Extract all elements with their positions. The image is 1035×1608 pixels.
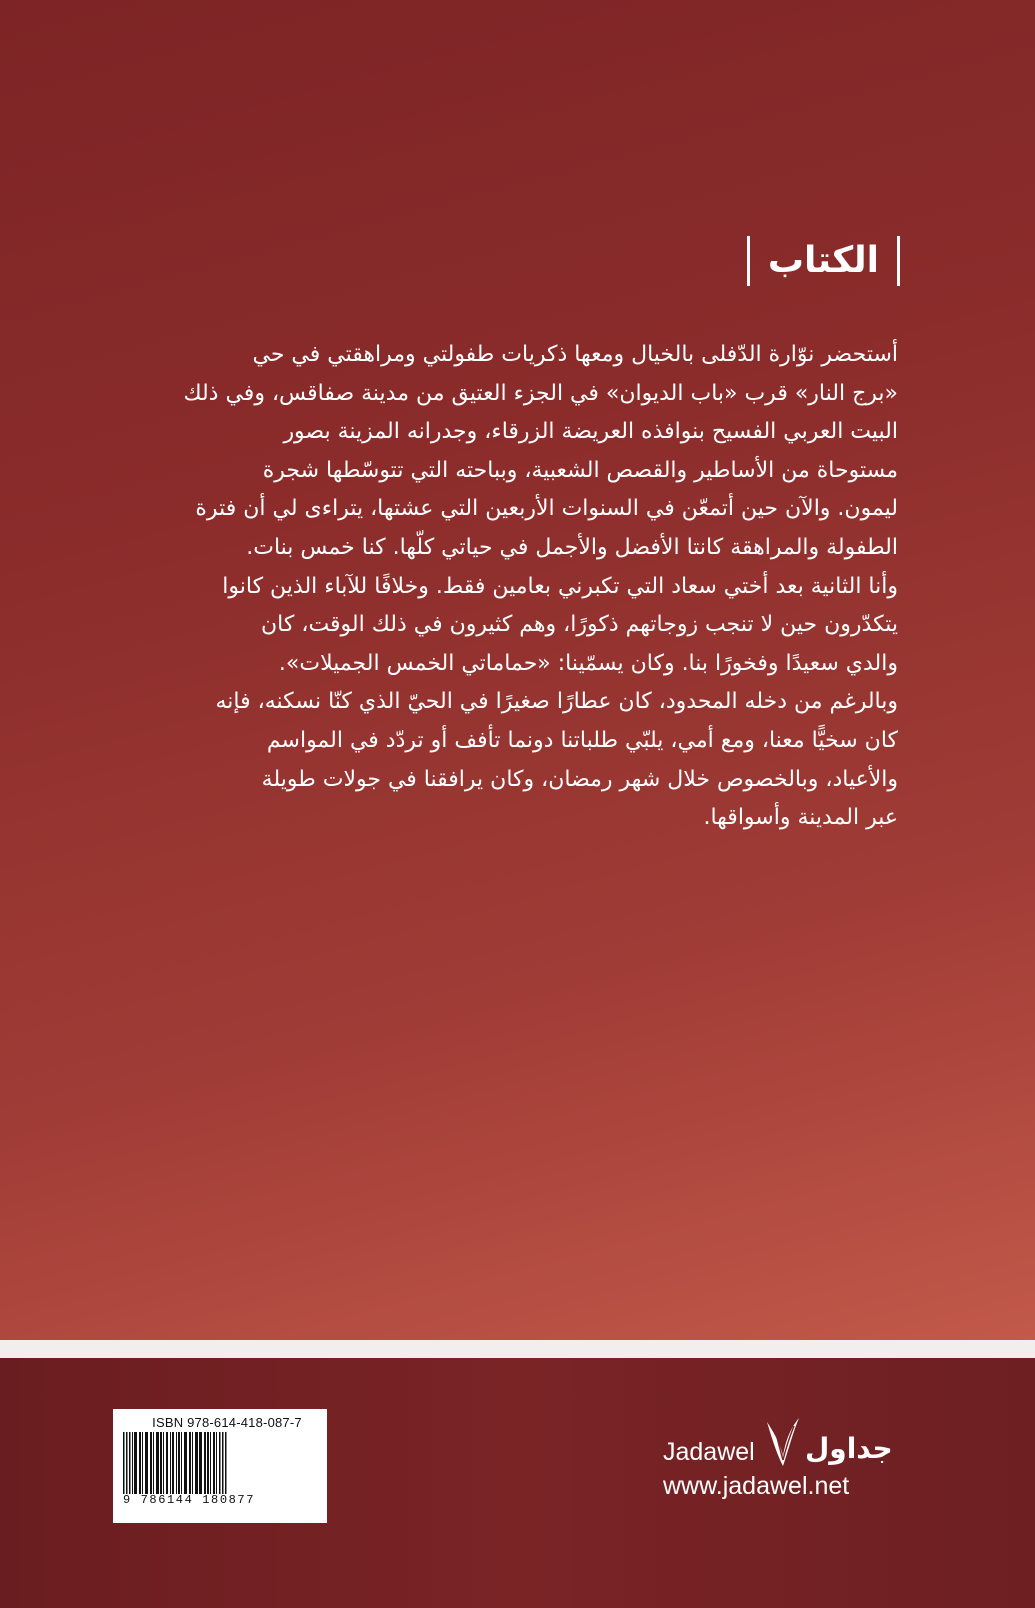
description-line: ليمون. والآن حين أتمعّن في السنوات الأربعين التي عشتها، يتراءى لي أن فترة [195,496,898,522]
publisher-name-arabic: جداول [805,1432,893,1465]
barcode-bar [192,1432,193,1494]
publisher-block [655,1416,905,1526]
description-line: «برج النار» قرب «باب الديوان» في الجزء العتيق من مدينة صفاقس، وفي ذلك [183,380,898,406]
description-line: يتكدّرون حين لا تنجب زوجاتهم ذكورًا، وهم كثيرون في ذلك الوقت، كان [261,612,898,638]
barcode-bar [184,1432,187,1494]
barcode-bar [129,1432,131,1494]
barcode-bar [160,1432,162,1494]
barcode-bar [170,1432,171,1494]
barcode-bar [207,1432,209,1494]
heading-bar-right [897,236,900,286]
divider-band [0,1340,1035,1358]
barcode-bar [213,1432,215,1494]
barcode-bar [156,1432,159,1494]
barcode-bar [139,1432,141,1494]
barcode-bar [150,1432,152,1494]
isbn-barcode [113,1409,327,1523]
barcode-bar [153,1432,154,1494]
heading-bar-left [747,236,750,286]
barcode-bar [195,1432,198,1494]
description-line: مستوحاة من الأساطير والقصص الشعبية، وبباحته التي تتوسّطها شجرة [262,457,898,483]
barcode-bar [178,1432,180,1494]
description-line: والأعياد، وبالخصوص خلال شهر رمضان، وكان يرافقنا في جولات طويلة [261,766,898,792]
book-description [138,336,898,838]
barcode-bar [210,1432,211,1494]
barcode-bar [189,1432,191,1494]
barcode-bar [219,1432,221,1494]
barcode-bar [181,1432,182,1494]
isbn-label: ISBN 978-614-418-087-7 [152,1415,302,1430]
barcode-bar [204,1432,206,1494]
description-line: كان سخيًّا معنا، ومع أمي، يلبّي طلباتنا دونما تأفف أو تردّد في المواسم [266,727,898,753]
barcode-bar [126,1432,128,1494]
barcode-bar [172,1432,174,1494]
section-title-text: الكتاب [767,240,879,281]
barcode-bar [199,1432,202,1494]
barcode-bar [176,1432,177,1494]
publisher-website: www.jadawel.net [663,1472,850,1500]
description-line: البيت العربي الفسيح بنوافذه العريضة الزرقاء، وجدرانه المزينة بصور [283,419,898,445]
description-line: والدي سعيدًا وفخورًا بنا. وكان يسمّينا: «حماماتي الخمس الجميلات». [278,650,898,676]
barcode-bar [132,1432,133,1494]
barcode-bar [163,1432,164,1494]
section-heading [747,236,900,286]
feather-leaf-logo-icon [763,1416,803,1472]
barcode-bar [216,1432,217,1494]
description-line: عبر المدينة وأسواقها. [703,805,898,831]
barcode-bar [166,1432,168,1494]
description-line: وأنا الثانية بعد أختي سعاد التي تكبرني بعامين فقط. وخلافًا للآباء الذين كانوا [222,573,898,599]
barcode-bar [142,1432,143,1494]
barcode-bar [145,1432,148,1494]
description-line: أستحضر نوّارة الدّفلى بالخيال ومعها ذكريات طفولتي ومراهقتي في حي [252,342,898,367]
barcode-bar [225,1432,227,1494]
barcode-bar [134,1432,137,1494]
barcode-bar [123,1432,125,1494]
barcode-bars [121,1432,319,1494]
barcode-bar [222,1432,224,1494]
description-line: وبالرغم من دخله المحدود، كان عطارًا صغيرًا في الحيّ الذي كنّا نسكنه، فإنه [215,689,898,715]
description-line: الطفولة والمراهقة كانتا الأفضل والأجمل في حياتي كلّها. كنا خمس بنات. [246,534,898,560]
publisher-name-latin: Jadawel [663,1438,755,1466]
barcode-digits: 9 786144 180877 [123,1493,256,1507]
